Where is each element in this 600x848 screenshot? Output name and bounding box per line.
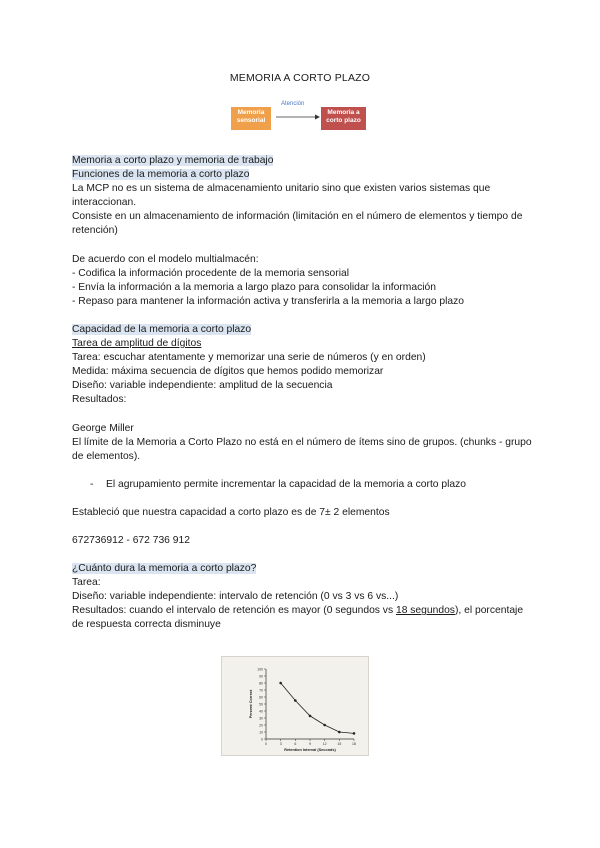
- paragraph: Tarea: escuchar atentamente y memorizar una serie de números (y en orden): [72, 352, 426, 364]
- data-point: [294, 699, 297, 702]
- document-body: [72, 154, 532, 633]
- y-tick-label: 100: [257, 667, 263, 672]
- paragraph: Resultados:: [72, 394, 127, 406]
- section-subheading: Funciones de la memoria a corto plazo: [72, 169, 250, 181]
- y-tick-label: 90: [259, 674, 263, 679]
- data-point: [353, 732, 356, 735]
- paragraph: Estableció que nuestra capacidad a corto plazo es de 7± 2 elementos: [72, 506, 390, 518]
- data-point: [309, 715, 312, 718]
- page-title: MEMORIA A CORTO PLAZO: [229, 72, 371, 84]
- paragraph: La MCP no es un sistema de almacenamiento unitario sino que existen varios sistemas que interaccionan.: [72, 183, 491, 209]
- author-name: George Miller: [72, 422, 134, 434]
- paragraph: Medida: máxima secuencia de dígitos que hemos podido memorizar: [72, 366, 384, 378]
- x-tick-label: 12: [322, 742, 327, 746]
- data-point: [323, 724, 326, 727]
- list-item: - Envía la información a la memoria a largo plazo para consolidar la información: [72, 281, 437, 293]
- paragraph: Tarea:: [72, 577, 101, 589]
- list-item: - El agrupamiento permite incrementar la capacidad de la memoria a corto plazo: [90, 478, 467, 490]
- section-heading: Capacidad de la memoria a corto plazo: [72, 323, 252, 335]
- y-tick-label: 50: [259, 702, 263, 707]
- paragraph: Resultados: cuando el intervalo de retención es mayor (0 segundos vs 18 segundos), el porcentaje de respuesta correcta disminuye: [72, 605, 524, 631]
- list-item: - Codifica la información procedente de la memoria sensorial: [72, 267, 350, 279]
- series-line: [281, 683, 354, 733]
- y-tick-label: 80: [259, 681, 263, 686]
- list-item: - Repaso para mantener la información activa y transferirla a la memoria a largo plazo: [72, 295, 465, 307]
- x-tick-label: 0: [265, 742, 267, 746]
- paragraph: 672736912 - 672 736 912: [72, 534, 190, 546]
- x-tick-label: 15: [337, 742, 342, 746]
- attention-label: Atención: [281, 101, 305, 107]
- section-subheading: Tarea de amplitud de dígitos: [72, 338, 202, 350]
- x-tick-label: 6: [294, 742, 297, 746]
- short-term-memory-box: Memoria a corto plazo: [321, 107, 366, 130]
- paragraph: Diseño: variable independiente: intervalo de retención (0 vs 3 vs 6 vs...): [72, 591, 399, 603]
- y-tick-label: 30: [259, 716, 263, 721]
- x-tick-label: 9: [309, 742, 311, 746]
- paragraph: De acuerdo con el modelo multialmacén:: [72, 253, 259, 265]
- y-tick-label: 20: [259, 723, 263, 728]
- section-heading: ¿Cuánto dura la memoria a corto plazo?: [72, 563, 257, 575]
- arrow-icon: [275, 113, 321, 121]
- y-tick-label: 0: [261, 737, 263, 742]
- paragraph: Consiste en un almacenamiento de información (limitación en el número de elementos y tiempo de retención): [72, 211, 523, 237]
- data-point: [338, 731, 341, 734]
- section-heading: Memoria a corto plazo y memoria de trabajo: [72, 155, 274, 166]
- x-tick-label: 3: [279, 742, 282, 746]
- sensory-memory-box: Memoria sensorial: [231, 107, 271, 130]
- data-point: [279, 682, 282, 685]
- x-axis-label: Retention Interval (Seconds): [284, 748, 336, 752]
- retention-chart-svg: [222, 657, 368, 755]
- paragraph: Diseño: variable independiente: amplitud de la secuencia: [72, 380, 333, 392]
- y-tick-label: 70: [259, 688, 263, 693]
- x-tick-label: 18: [352, 742, 356, 746]
- retention-chart: [221, 656, 369, 756]
- y-tick-label: 60: [259, 695, 263, 700]
- y-tick-label: 10: [259, 730, 263, 735]
- paragraph: El límite de la Memoria a Corto Plazo no está en el número de ítems sino de grupos. (chunks - grupo de elementos).: [72, 436, 532, 462]
- y-axis-label: Percent Correct: [249, 689, 253, 719]
- y-tick-label: 40: [259, 709, 263, 714]
